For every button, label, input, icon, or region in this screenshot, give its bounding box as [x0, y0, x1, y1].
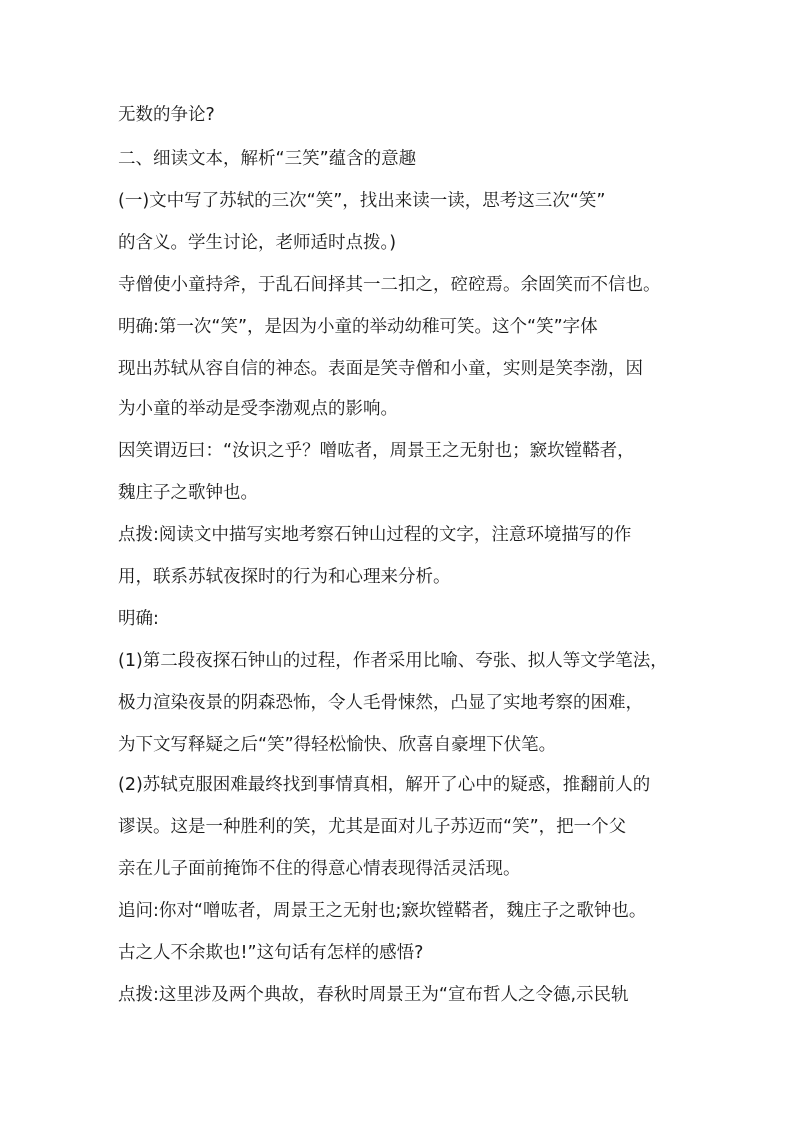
text-line: 追问:你对“噌吰者，周景王之无射也;窾坎镗鞳者，魏庄子之歌钟也。 [118, 901, 647, 921]
text-line: 为小童的举动是受李渤观点的影响。 [118, 399, 398, 419]
quote-line: 魏庄子之歌钟也。 [118, 483, 258, 503]
text-line: 用，联系苏轼夜探时的行为和心理来分析。 [118, 567, 451, 587]
text-line: 明确: [118, 609, 159, 629]
text-line: 极力渲染夜景的阴森恐怖，令人毛骨悚然，凸显了实地考察的困难， [118, 693, 643, 713]
text-line: (2)苏轼克服困难最终找到事情真相，解开了心中的疑惑，推翻前人的 [118, 775, 651, 795]
text-line: 明确:第一次“笑”，是因为小童的举动幼稚可笑。这个“笑”字体 [118, 317, 598, 337]
text-line: 点拨:这里涉及两个典故，春秋时周景王为“宣布哲人之令德,示民轨 [118, 985, 629, 1005]
text-line: 现出苏轼从容自信的神态。表面是笑寺僧和小童，实则是笑李渤，因 [118, 359, 643, 379]
text-line: 为下文写释疑之后“笑”得轻松愉快、欣喜自豪埋下伏笔。 [118, 735, 557, 755]
text-line: (1)第二段夜探石钟山的过程，作者采用比喻、夸张、拟人等文学笔法， [118, 651, 668, 671]
text-line: 点拨:阅读文中描写实地考察石钟山过程的文字，注意环境描写的作 [118, 525, 632, 545]
text-line: (一)文中写了苏轼的三次“笑”，找出来读一读，思考这三次“笑” [118, 191, 606, 211]
text-line: 无数的争论? [118, 105, 215, 125]
section-heading: 二、细读文本，解析“三笑”蕴含的意趣 [118, 149, 417, 169]
quote-line: 因笑谓迈曰：“汝识之乎？噌吰者，周景王之无射也；窾坎镗鞳者， [118, 441, 635, 461]
text-line: 古之人不余欺也!”这句话有怎样的感悟? [118, 943, 424, 963]
text-line: 的含义。学生讨论，老师适时点拨。) [118, 233, 397, 253]
text-line: 亲在儿子面前掩饰不住的得意心情表现得活灵活现。 [118, 859, 521, 879]
text-line: 谬误。这是一种胜利的笑，尤其是面对儿子苏迈而“笑”，把一个父 [118, 817, 627, 837]
quote-line: 寺僧使小童持斧，于乱石间择其一二扣之，硿硿焉。余固笑而不信也。 [118, 275, 661, 295]
